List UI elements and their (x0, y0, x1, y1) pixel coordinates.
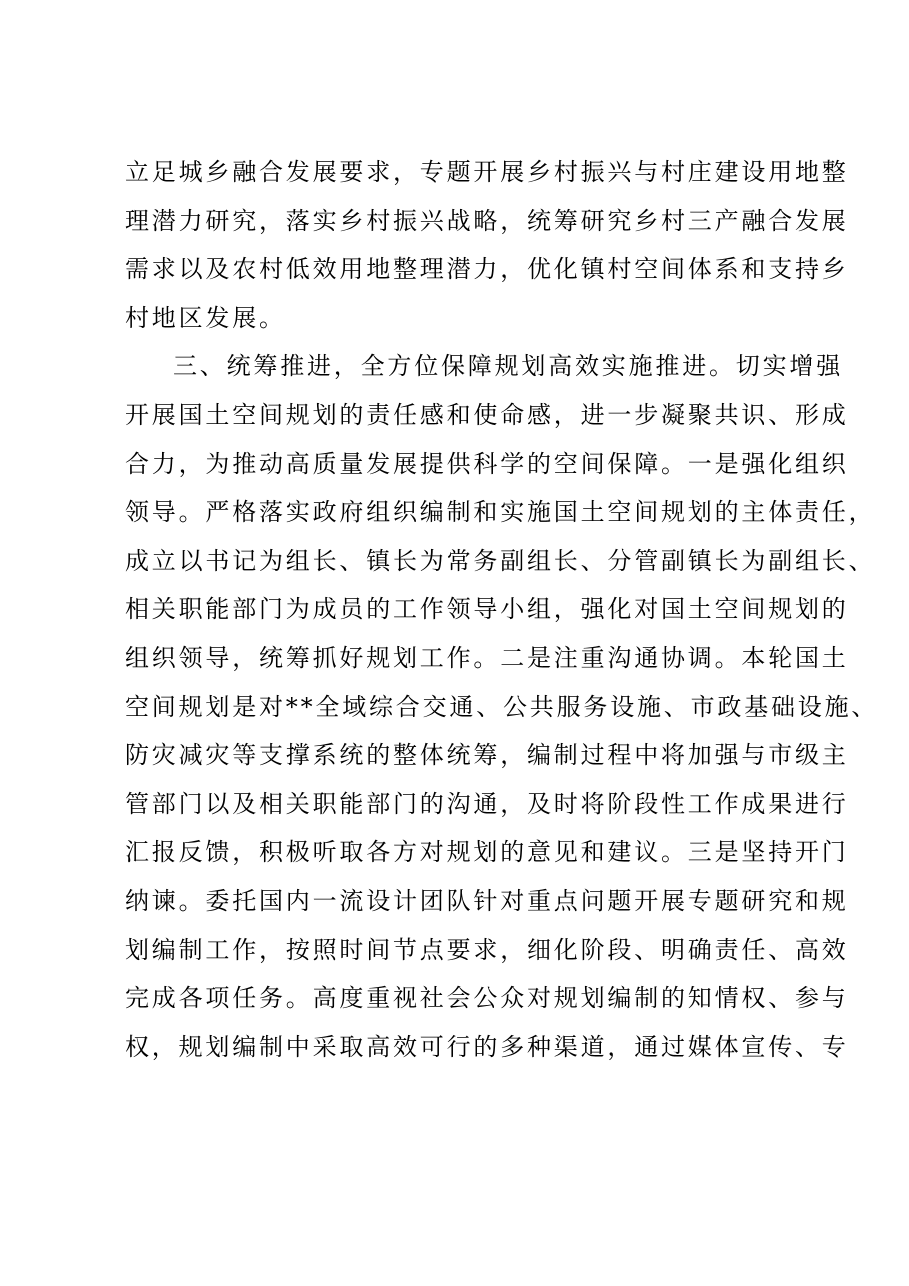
text-line: 空间规划是对**全域综合交通、公共服务设施、市政基础设施、 (125, 692, 879, 721)
text-line: 完成各项任务。高度重视社会公众对规划编制的知情权、参与 (125, 984, 849, 1013)
text-line: 管部门以及相关职能部门的沟通，及时将阶段性工作成果进行 (125, 789, 849, 818)
text-line: 纳谏。委托国内一流设计团队针对重点问题开展专题研究和规 (125, 886, 849, 915)
text-line: 开展国土空间规划的责任感和使命感，进一步凝聚共识、形成 (125, 400, 849, 429)
text-line: 三、统筹推进，全方位保障规划高效实施推进。切实增强 (173, 352, 843, 381)
paragraph-1 (125, 148, 849, 342)
text-line: 相关职能部门为成员的工作领导小组，强化对国土空间规划的 (125, 595, 849, 624)
text-line: 防灾减灾等支撑系统的整体统筹，编制过程中将加强与市级主 (125, 741, 849, 770)
text-line: 汇报反馈，积极听取各方对规划的意见和建议。三是坚持开门 (125, 838, 849, 867)
text-line: 划编制工作，按照时间节点要求，细化阶段、明确责任、高效 (125, 935, 849, 964)
text-line: 组织领导，统筹抓好规划工作。二是注重沟通协调。本轮国土 (125, 643, 849, 672)
document-body (125, 148, 879, 1071)
text-line: 权，规划编制中采取高效可行的多种渠道，通过媒体宣传、专 (125, 1032, 849, 1061)
text-line: 立足城乡融合发展要求，专题开展乡村振兴与村庄建设用地整 (125, 158, 849, 186)
text-line: 需求以及农村低效用地整理潜力，优化镇村空间体系和支持乡 (125, 255, 849, 284)
text-line: 合力，为推动高质量发展提供科学的空间保障。一是强化组织 (125, 449, 849, 478)
text-line: 理潜力研究，落实乡村振兴战略，统筹研究乡村三产融合发展 (125, 206, 849, 235)
text-line: 领导。严格落实政府组织编制和实施国土空间规划的主体责任， (125, 498, 876, 527)
text-line: 成立以书记为组长、镇长为常务副组长、分管副镇长为副组长、 (125, 546, 876, 575)
text-line: 村地区发展。 (125, 303, 286, 332)
paragraph-2 (125, 342, 879, 1071)
